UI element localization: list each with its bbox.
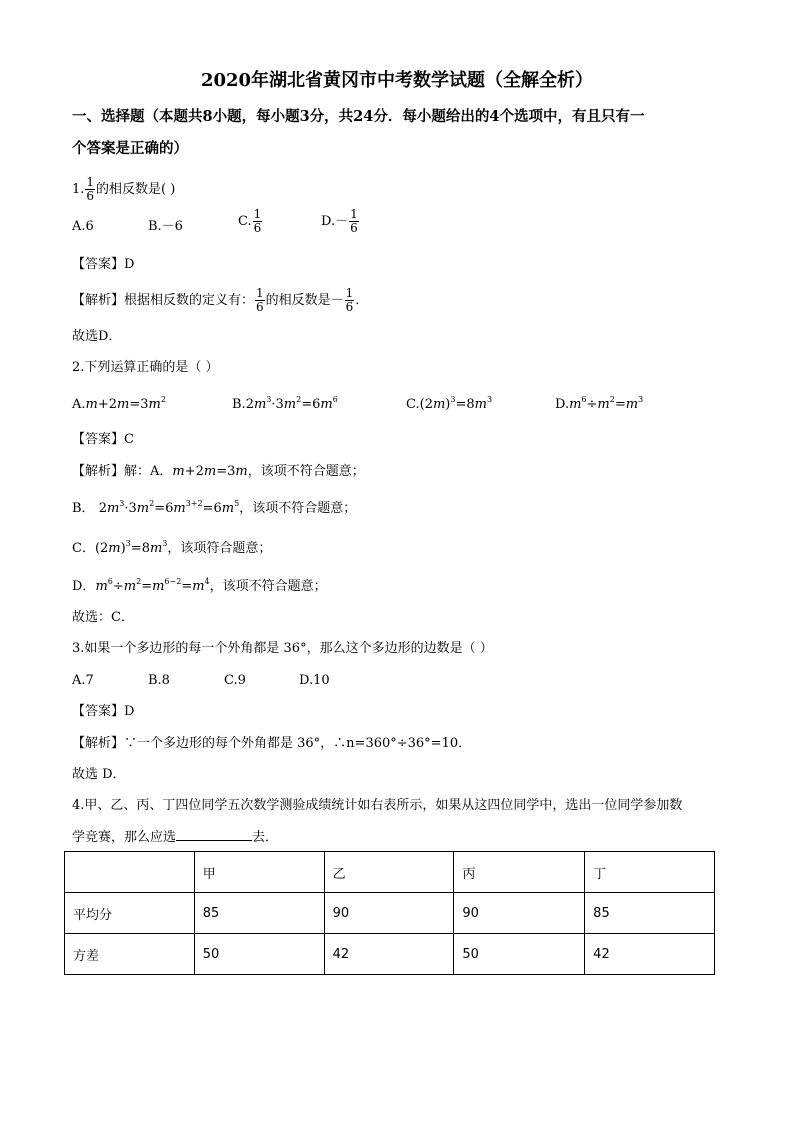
score-table [64,851,715,975]
table-header-row [65,852,715,893]
option-d: D.10 [299,673,330,688]
question-1-conclusion: 故选D． [72,329,122,344]
table-row [65,893,715,934]
question-1-stem [72,176,175,203]
option-a: $A.m+2m=3m^2$ [72,395,166,412]
fraction: $\frac{1}{6}$ [86,175,95,203]
question-3-analysis: 【解析】∵一个多边形的每个外角都是 36°，∴n=360°÷36°=10． [72,736,472,751]
table-cell: 50 [194,934,324,975]
table-cell: 85 [585,893,715,934]
table-row [65,934,715,975]
question-2-answer: 【答案】C [72,432,134,447]
option-c: $C.(2m)^3=8m^3$ [406,395,493,412]
table-cell: 85 [194,893,324,934]
table-cell: 方差 [65,934,195,975]
question-1-analysis: 【解析】根据相反数的定义有： $\frac{1}{6}$ 的相反数是－ $\frac{1}{6}$ ． [72,286,369,314]
option-c: C. $\frac{1}{6}$ [238,207,262,235]
question-1-answer: 【答案】D [72,257,135,272]
question-4-stem-line-1: 4.甲、乙、丙、丁四位同学五次数学测验成绩统计如右表所示，如果从这四位同学中，选出一位同学参加数 [72,798,683,813]
section-heading-line-1: 一、选择题（本题共8小题，每小题3分，共24分．每小题给出的4个选项中，有且只有一 [72,108,645,125]
table-cell: 平均分 [65,893,195,934]
table-header-cell: 甲 [194,852,324,893]
option-d: $D.m^6\div m^2=m^3$ [555,395,644,412]
question-number: 1. [72,182,85,197]
table-cell: 90 [324,893,454,934]
question-2-analysis-c: C．$(2m)^3=8m^3$，该项符合题意； [72,539,272,556]
table-header-cell: 乙 [324,852,454,893]
question-4-stem-line-2: 学竞赛，那么应选 去． [72,830,279,845]
answer-blank [176,828,252,841]
section-heading-line-2: 个答案是正确的） [72,140,188,157]
question-2-conclusion: 故选：C． [72,610,134,625]
option-a: A.6 [72,219,94,234]
question-text: 的相反数是( ) [96,182,176,197]
question-2-stem: 2.下列运算正确的是（ ） [72,360,219,375]
question-3-stem: 3.如果一个多边形的每一个外角都是 36°，那么这个多边形的边数是（ ） [72,641,493,656]
table-cell: 42 [585,934,715,975]
question-2-analysis-a: 【解析】解：A．m+2m=3m，该项不符合题意； [72,464,365,479]
question-3-answer: 【答案】D [72,704,135,719]
option-b: B.8 [148,673,170,688]
option-a: A.7 [72,673,94,688]
table-cell: 50 [454,934,585,975]
option-c: C.9 [224,673,246,688]
option-b: $B.2m^3\cdot 3m^2=6m^6$ [232,395,338,412]
option-d: D.－ $\frac{1}{6}$ [321,207,358,235]
table-header-cell: 丁 [585,852,715,893]
option-b: B.－6 [148,219,183,234]
question-2-analysis-d: D．$m^6\div m^2=m^{6-2}=m^4$，该项不符合题意； [72,577,327,594]
page-title: 2020年湖北省黄冈市中考数学试题（全解全析） [200,70,594,91]
table-cell: 90 [454,893,585,934]
table-header-cell: 丙 [454,852,585,893]
question-3-conclusion: 故选 D． [72,767,126,782]
table-header-cell [65,852,195,893]
question-2-analysis-b: B． $2m^3\cdot 3m^2=6m^{3+2}=6m^5$，该项不符合题意； [72,499,357,516]
table-cell: 42 [324,934,454,975]
